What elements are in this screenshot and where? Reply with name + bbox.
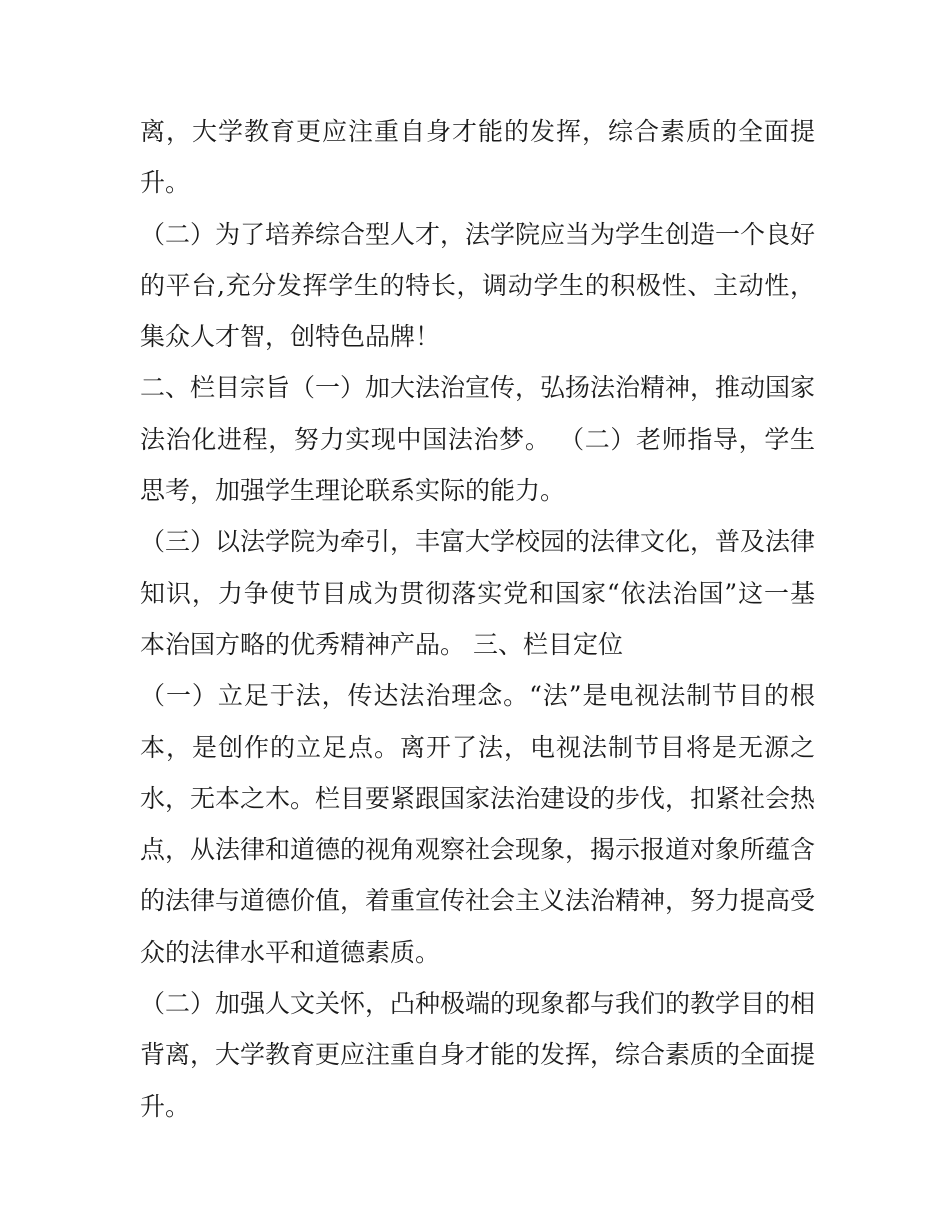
paragraph-2: （二）为了培养综合型人才，法学院应当为学生创造一个良好的平台,充分发挥学生的特长，调动学生的积极性、主动性，集众人才智，创特色品牌！ — [140, 219, 816, 352]
paragraph-5: （一）立足于法，传达法治理念。“法”是电视法制节目的根本，是创作的立足点。离开了法，电视法制节目将是无源之水，无本之木。栏目要紧跟国家法治建设的步伐，扣紧社会热点，从法律和道德的视角观察社会现象，揭示报道对象所蕴含的法律与道德价值，着重宣传社会主义法治精神，努力提高受众的法律水平和道德素质。 — [140, 681, 816, 967]
paragraph-6: （二）加强人文关怀，凸种极端的现象都与我们的教学目的相背离，大学教育更应注重自身才能的发挥，综合素质的全面提升。 — [140, 989, 816, 1121]
paragraph-1: 离，大学教育更应注重自身才能的发挥，综合素质的全面提升。 — [140, 117, 815, 198]
paragraph-4: （三）以法学院为牵引，丰富大学校园的法律文化，普及法律知识，力争使节目成为贯彻落实党和国家“依法治国”这一基本治国方略的优秀精神产品。 三、栏目定位 — [140, 527, 816, 659]
paragraph-3: 二、栏目宗旨（一）加大法治宣传，弘扬法治精神，推动国家法治化进程，努力实现中国法治梦。 （二）老师指导，学生思考，加强学生理论联系实际的能力。 — [140, 373, 816, 506]
document-body — [140, 106, 815, 1132]
